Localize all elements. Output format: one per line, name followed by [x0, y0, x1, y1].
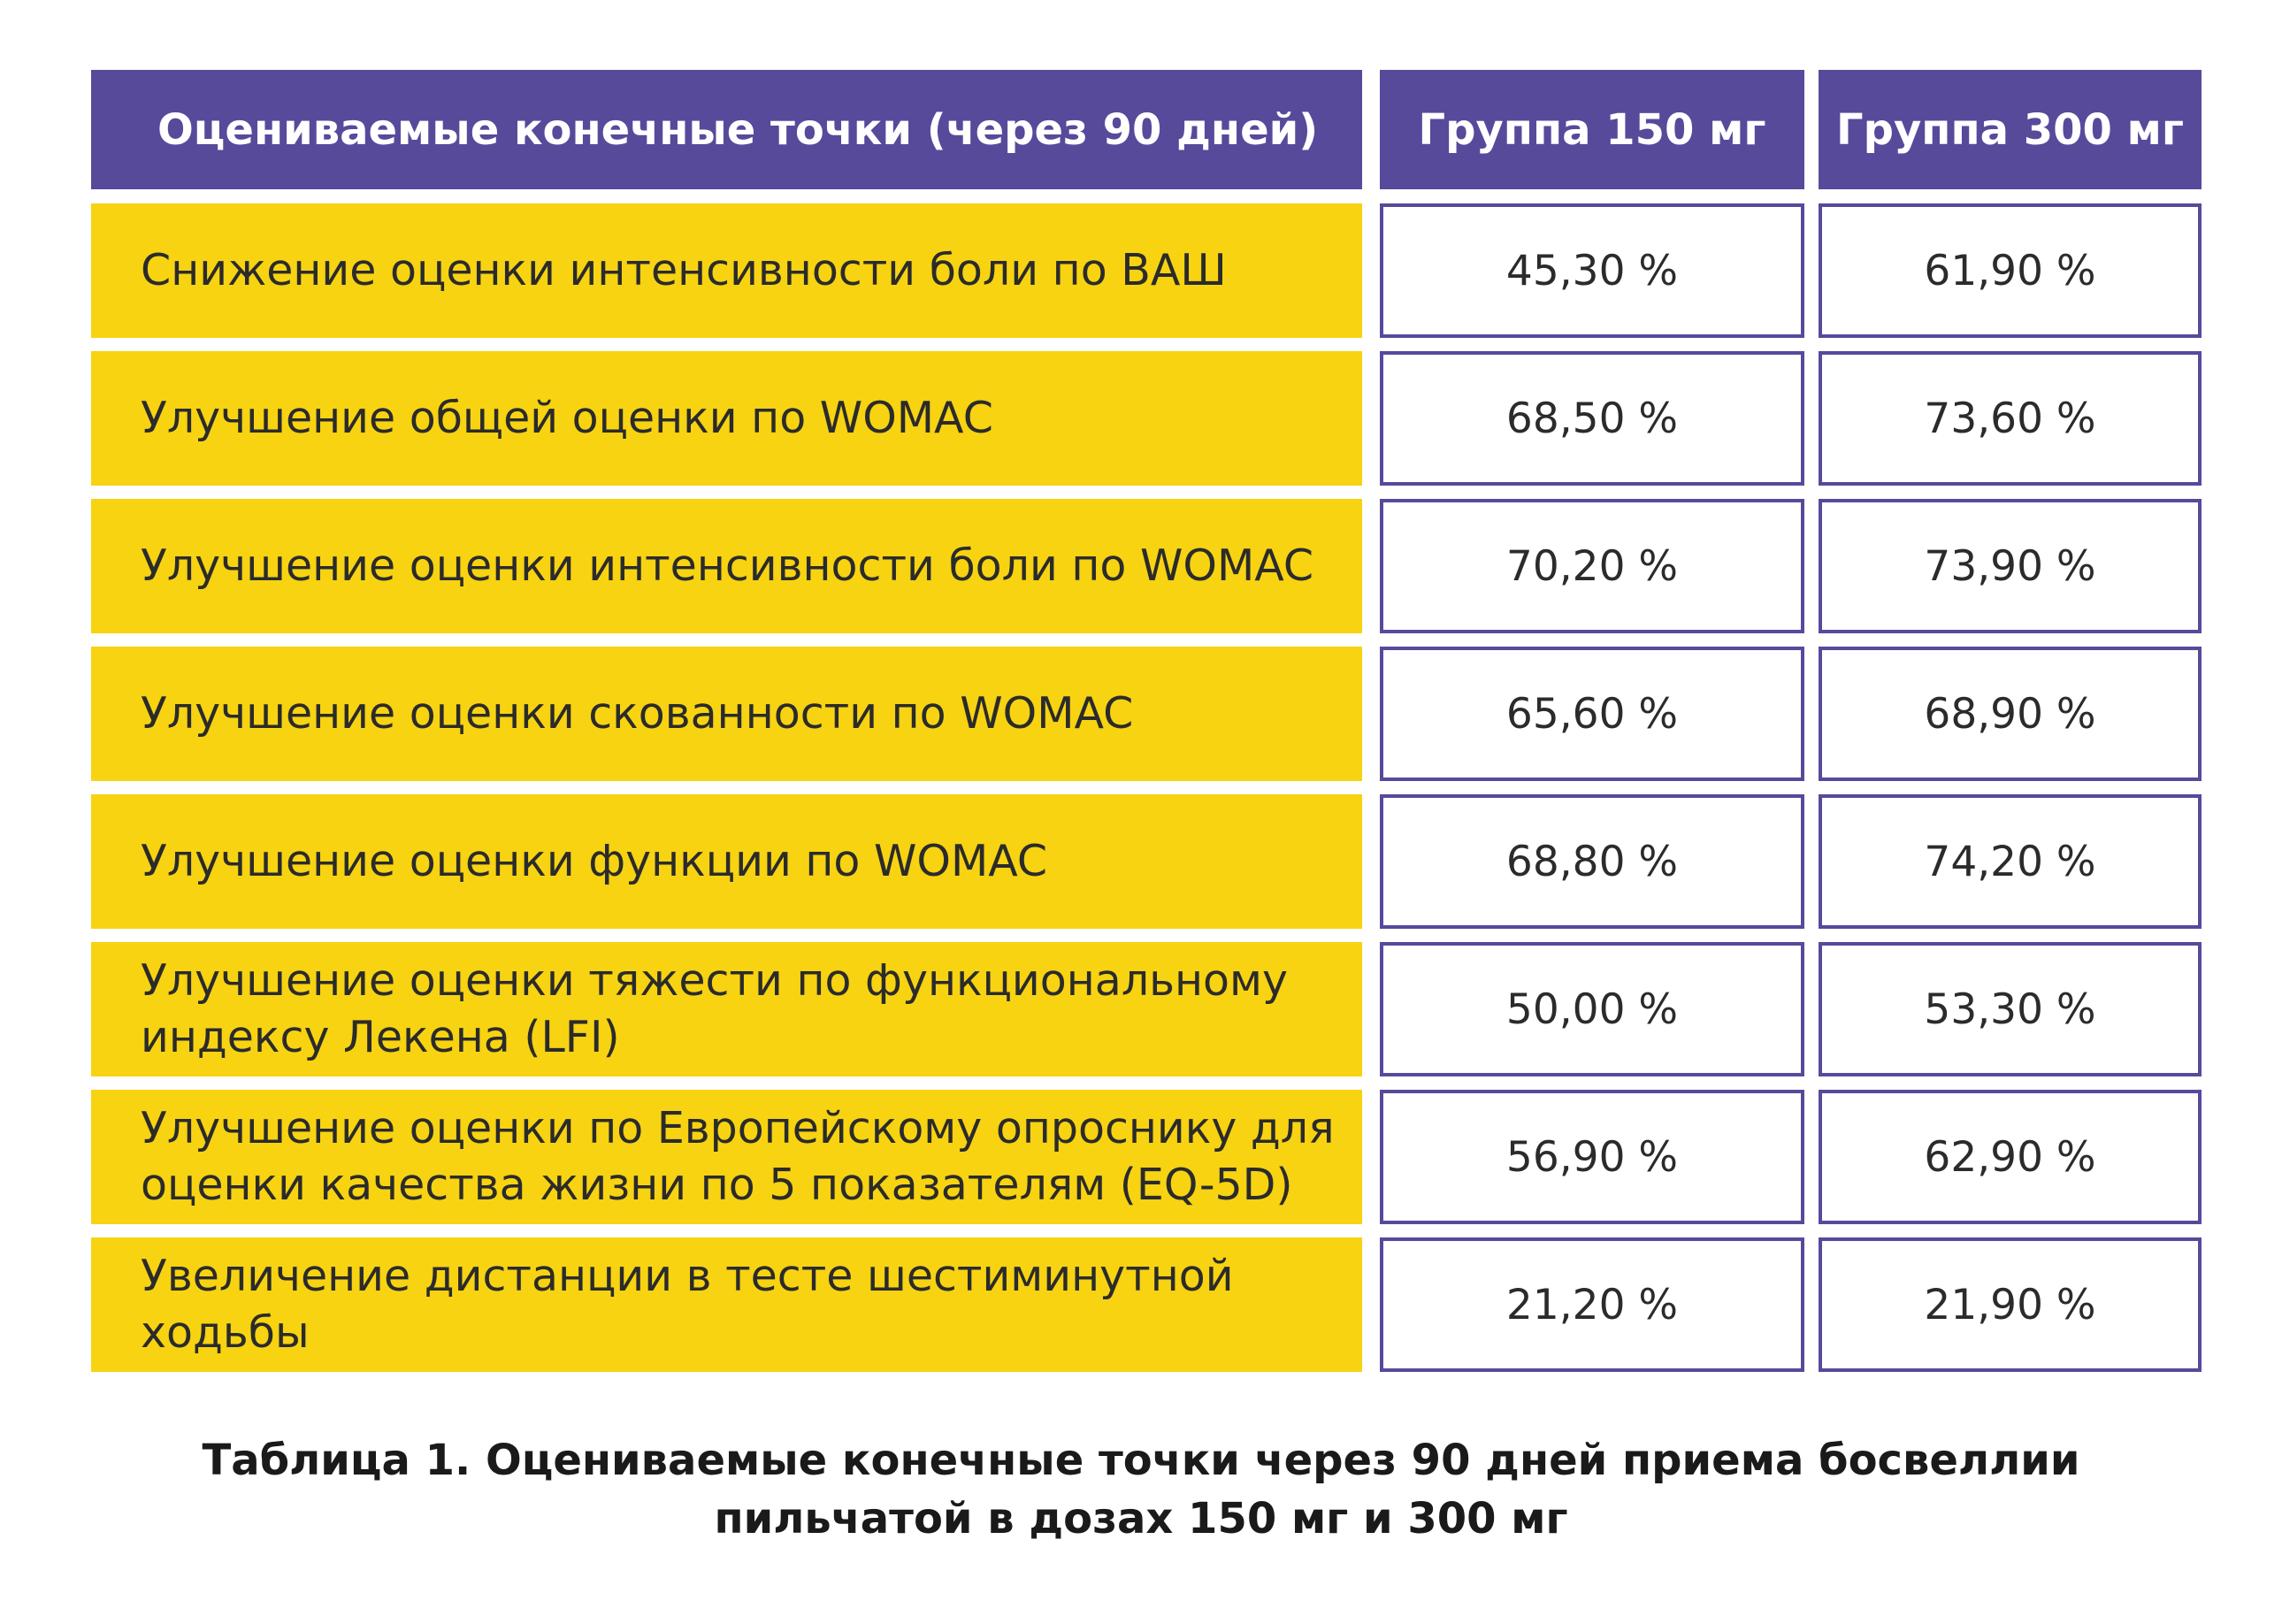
row-label: [91, 351, 1362, 486]
header-group-150: [1380, 70, 1804, 189]
row-label-text: Улучшение оценки интенсивности боли по WOMAC: [141, 540, 1314, 591]
value-group-300: [1819, 499, 2202, 633]
row-label-text: Улучшение оценки скованности по WOMAC: [141, 688, 1134, 739]
value-text: 45,30 %: [1505, 246, 1679, 295]
table-caption: [0, 1431, 2282, 1548]
row-label: [91, 1090, 1362, 1224]
row-label-text: Снижение оценки интенсивности боли по ВАШ: [141, 245, 1227, 295]
row-label: [91, 203, 1362, 338]
row-label: [91, 794, 1362, 929]
value-text: 53,30 %: [1924, 984, 2096, 1034]
row-label-text: Увеличение дистанции в тесте шестиминутной ходьбы: [141, 1251, 1234, 1358]
value-text: 68,80 %: [1505, 837, 1679, 886]
value-text: 70,20 %: [1505, 541, 1679, 591]
value-group-150: [1380, 1237, 1804, 1372]
value-group-300: [1819, 794, 2202, 929]
header-group-300: [1819, 70, 2202, 189]
value-text: 21,20 %: [1505, 1280, 1679, 1329]
value-group-300: [1819, 647, 2202, 781]
value-text: 56,90 %: [1505, 1132, 1679, 1182]
row-label: [91, 1237, 1362, 1372]
row-label: [91, 499, 1362, 633]
value-group-300: [1819, 351, 2202, 486]
value-group-150: [1380, 942, 1804, 1076]
value-text: 62,90 %: [1924, 1132, 2096, 1182]
value-text: 50,00 %: [1505, 984, 1679, 1034]
value-text: 74,20 %: [1924, 837, 2096, 886]
value-group-150: [1380, 1090, 1804, 1224]
value-group-300: [1819, 942, 2202, 1076]
value-group-150: [1380, 351, 1804, 486]
row-label-text: Улучшение оценки по Европейскому опроснику для оценки качества жизни по 5 показателям (EQ-5D): [141, 1103, 1335, 1210]
value-text: 73,90 %: [1924, 541, 2096, 591]
value-group-300: [1819, 1237, 2202, 1372]
value-group-150: [1380, 647, 1804, 781]
value-group-300: [1819, 203, 2202, 338]
value-text: 21,90 %: [1924, 1280, 2096, 1329]
header-endpoints-label: Оцениваемые конечные точки (через 90 дней): [157, 104, 1319, 155]
header-group-150-label: Группа 150 мг: [1418, 104, 1766, 155]
row-label-text: Улучшение оценки тяжести по функциональному индексу Лекена (LFI): [141, 955, 1288, 1062]
value-group-150: [1380, 794, 1804, 929]
caption-line-1: Таблица 1. Оцениваемые конечные точки через 90 дней приема босвеллии: [202, 1436, 2080, 1485]
value-text: 68,50 %: [1505, 394, 1679, 443]
value-text: 73,60 %: [1924, 394, 2096, 443]
value-text: 65,60 %: [1505, 689, 1679, 739]
value-text: 61,90 %: [1924, 246, 2096, 295]
caption-line-2: пильчатой в дозах 150 мг и 300 мг: [714, 1494, 1568, 1544]
row-label-text: Улучшение оценки функции по WOMAC: [141, 836, 1048, 886]
row-label: [91, 942, 1362, 1076]
value-group-300: [1819, 1090, 2202, 1224]
value-group-150: [1380, 203, 1804, 338]
row-label-text: Улучшение общей оценки по WOMAC: [141, 393, 993, 443]
header-group-300-label: Группа 300 мг: [1836, 104, 2184, 155]
value-text: 68,90 %: [1924, 689, 2096, 739]
header-endpoints: [91, 70, 1362, 189]
value-group-150: [1380, 499, 1804, 633]
row-label: [91, 647, 1362, 781]
